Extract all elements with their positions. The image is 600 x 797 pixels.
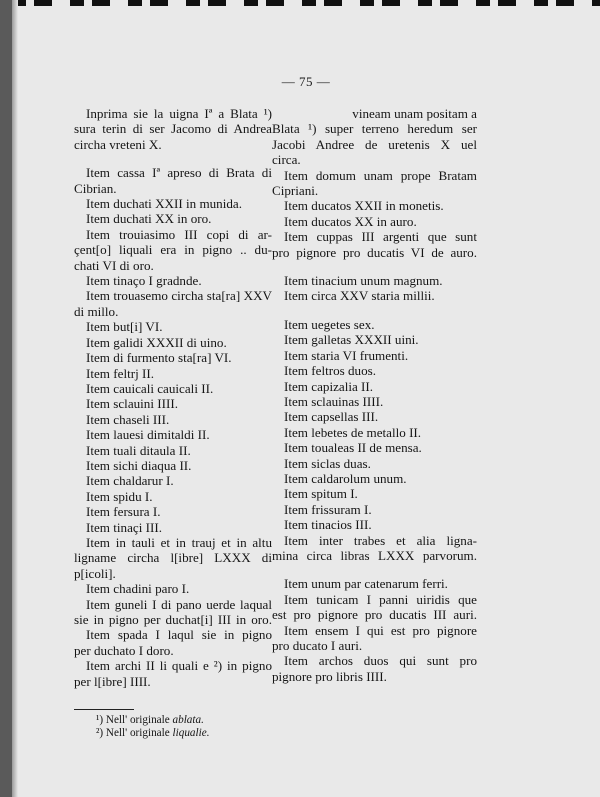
paragraph-gap (272, 260, 477, 273)
text-line: Item caldarolum unum. (284, 470, 407, 486)
text-line: per l[ibre] IIII. (74, 673, 151, 689)
text-line: Item tinacios III. (284, 517, 372, 533)
text-line: Item spitum I. (284, 486, 358, 502)
text-line: Item feltros duos. (284, 363, 377, 379)
text-line: Item spada I laqul sie in pigno (86, 627, 272, 643)
text-line: p[icoli]. (74, 565, 116, 581)
footnote-2-term: liqualie. (172, 727, 210, 739)
text-line: Item in tauli et in trauj et in altu (86, 534, 272, 550)
text-line: Item ducatos XXII in monetis. (284, 198, 444, 214)
text-line: Item tinaço I gradnde. (86, 273, 202, 289)
text-line: Item feltrj II. (86, 365, 154, 381)
text-line: Item tinacium unum magnum. (284, 273, 443, 289)
text-line: mina circa libras LXXX parvorum. (272, 547, 477, 563)
text-line: per duchato I doro. (74, 642, 174, 658)
text-line: Jacobi Andree de uretenis X uel (272, 136, 477, 152)
text-line: Item di furmento sta[ra] VI. (86, 350, 232, 366)
text-line: Item chadini paro I. (86, 581, 190, 597)
text-line: Item capsellas III. (284, 409, 379, 425)
text-line: pro ducato I auri. (272, 638, 363, 653)
footnote-2 (96, 727, 210, 740)
text-line: Item sichi diaqua II. (86, 457, 192, 473)
book-page (12, 0, 600, 797)
footnote-1-text: ¹) Nell' originale (96, 714, 173, 726)
text-line: Item duchati XXII in munida. (86, 196, 242, 212)
paragraph-gap (74, 152, 272, 165)
text-line: Item galletas XXXII uini. (284, 332, 419, 348)
text-line: circa. (272, 152, 301, 168)
text-line: çent[o] liquali era in pigno .. du- (74, 242, 272, 258)
text-line: Item staria VI frumenti. (284, 347, 409, 363)
text-line: Item chaldarur I. (86, 473, 174, 489)
text-line: Item tinaçi III. (86, 519, 162, 535)
scan-artifact-strip (12, 0, 600, 6)
text-line: Cipriani. (272, 183, 319, 199)
text-line: vineam unam positam a (352, 106, 477, 121)
text-line: Blata ¹) super terreno heredum ser (272, 121, 477, 137)
text-line: Item ensem I qui est pro pignore (284, 622, 477, 638)
text-line: chati VI di oro. (74, 257, 154, 273)
page-number: — 75 — (281, 74, 331, 89)
text-line: Item siclas duas. (284, 455, 371, 471)
text-line: Item capizalia II. (284, 378, 374, 394)
footnote-1-term: ablata. (172, 714, 204, 726)
text-line: sie in pigno per duchat[i] III in oro. (74, 612, 272, 627)
footnote-2-text: ²) Nell' originale (96, 727, 173, 739)
text-line: di millo. (74, 303, 119, 319)
paragraph-gap (272, 563, 477, 576)
text-line: Item tunicam I panni uiridis que (284, 591, 477, 607)
text-line: Item circa XXV staria millii. (284, 288, 435, 304)
text-line: Item fersura I. (86, 504, 161, 520)
text-line: Cibrian. (74, 180, 117, 196)
text-line: Item ducatos XX in auro. (284, 213, 417, 229)
text-line: Item spidu I. (86, 488, 153, 504)
text-line: Item cuppas III argenti que sunt (284, 229, 477, 245)
text-line: pro pignore pro ducatis VI de auro. (272, 244, 477, 260)
text-line: circha vreteni X. (74, 136, 162, 152)
text-line: Item lauesi dimitaldi II. (86, 427, 210, 443)
text-line: Item cauicali cauicali II. (86, 380, 214, 396)
text-line: pignore pro libris IIII. (272, 668, 387, 684)
text-line: Item sclauini IIII. (86, 396, 178, 412)
text-line: Item but[i] VI. (86, 319, 163, 335)
text-line: Item galidi XXXII di uino. (86, 334, 227, 350)
text-line: Item toualeas II de mensa. (284, 440, 422, 456)
text-line: Inprima sie la uigna Iª a Blata ¹) (86, 106, 272, 121)
text-line: Item tuali ditaula II. (86, 442, 191, 458)
text-line: Item guneli I di pano uerde laqual (86, 596, 272, 612)
text-line: Item trouasemo circha sta[ra] XXV (86, 288, 272, 304)
text-line: Item trouiasimo III copi di ar- (86, 226, 272, 242)
text-line: Item lebetes de metallo II. (284, 424, 422, 440)
text-line: Item cassa Iª apreso di Brata di (86, 165, 272, 181)
text-line: Item sclauinas IIII. (284, 393, 384, 409)
text-line: est pro pignore pro ducatis III auri. (272, 607, 477, 623)
text-line: Item archi II li quali e ²) in pigno (86, 658, 272, 674)
text-line: Item inter trabes et alia ligna- (284, 532, 477, 548)
text-line: sura terin di ser Jacomo di Andrea (74, 121, 272, 137)
text-line: Item archos duos qui sunt pro (284, 653, 477, 669)
left-column-venetian-text (74, 106, 272, 689)
text-line: Item unum par catenarum ferri. (284, 576, 448, 592)
text-line: Item domum unam prope Bratam (284, 167, 477, 183)
text-line: ligname circha l[ibre] LXXX di (74, 550, 272, 566)
page-edge-shadow (12, 0, 18, 797)
footnote-separator (74, 709, 134, 710)
text-line: Item uegetes sex. (284, 316, 375, 332)
text-line: Item frissuram I. (284, 501, 372, 517)
text-line: Item chaseli III. (86, 411, 170, 427)
right-column-latin-text (272, 106, 477, 684)
footnote-1 (96, 714, 210, 727)
footnotes (96, 714, 210, 740)
text-line: Item duchati XX in oro. (86, 211, 212, 227)
paragraph-gap (272, 304, 477, 317)
